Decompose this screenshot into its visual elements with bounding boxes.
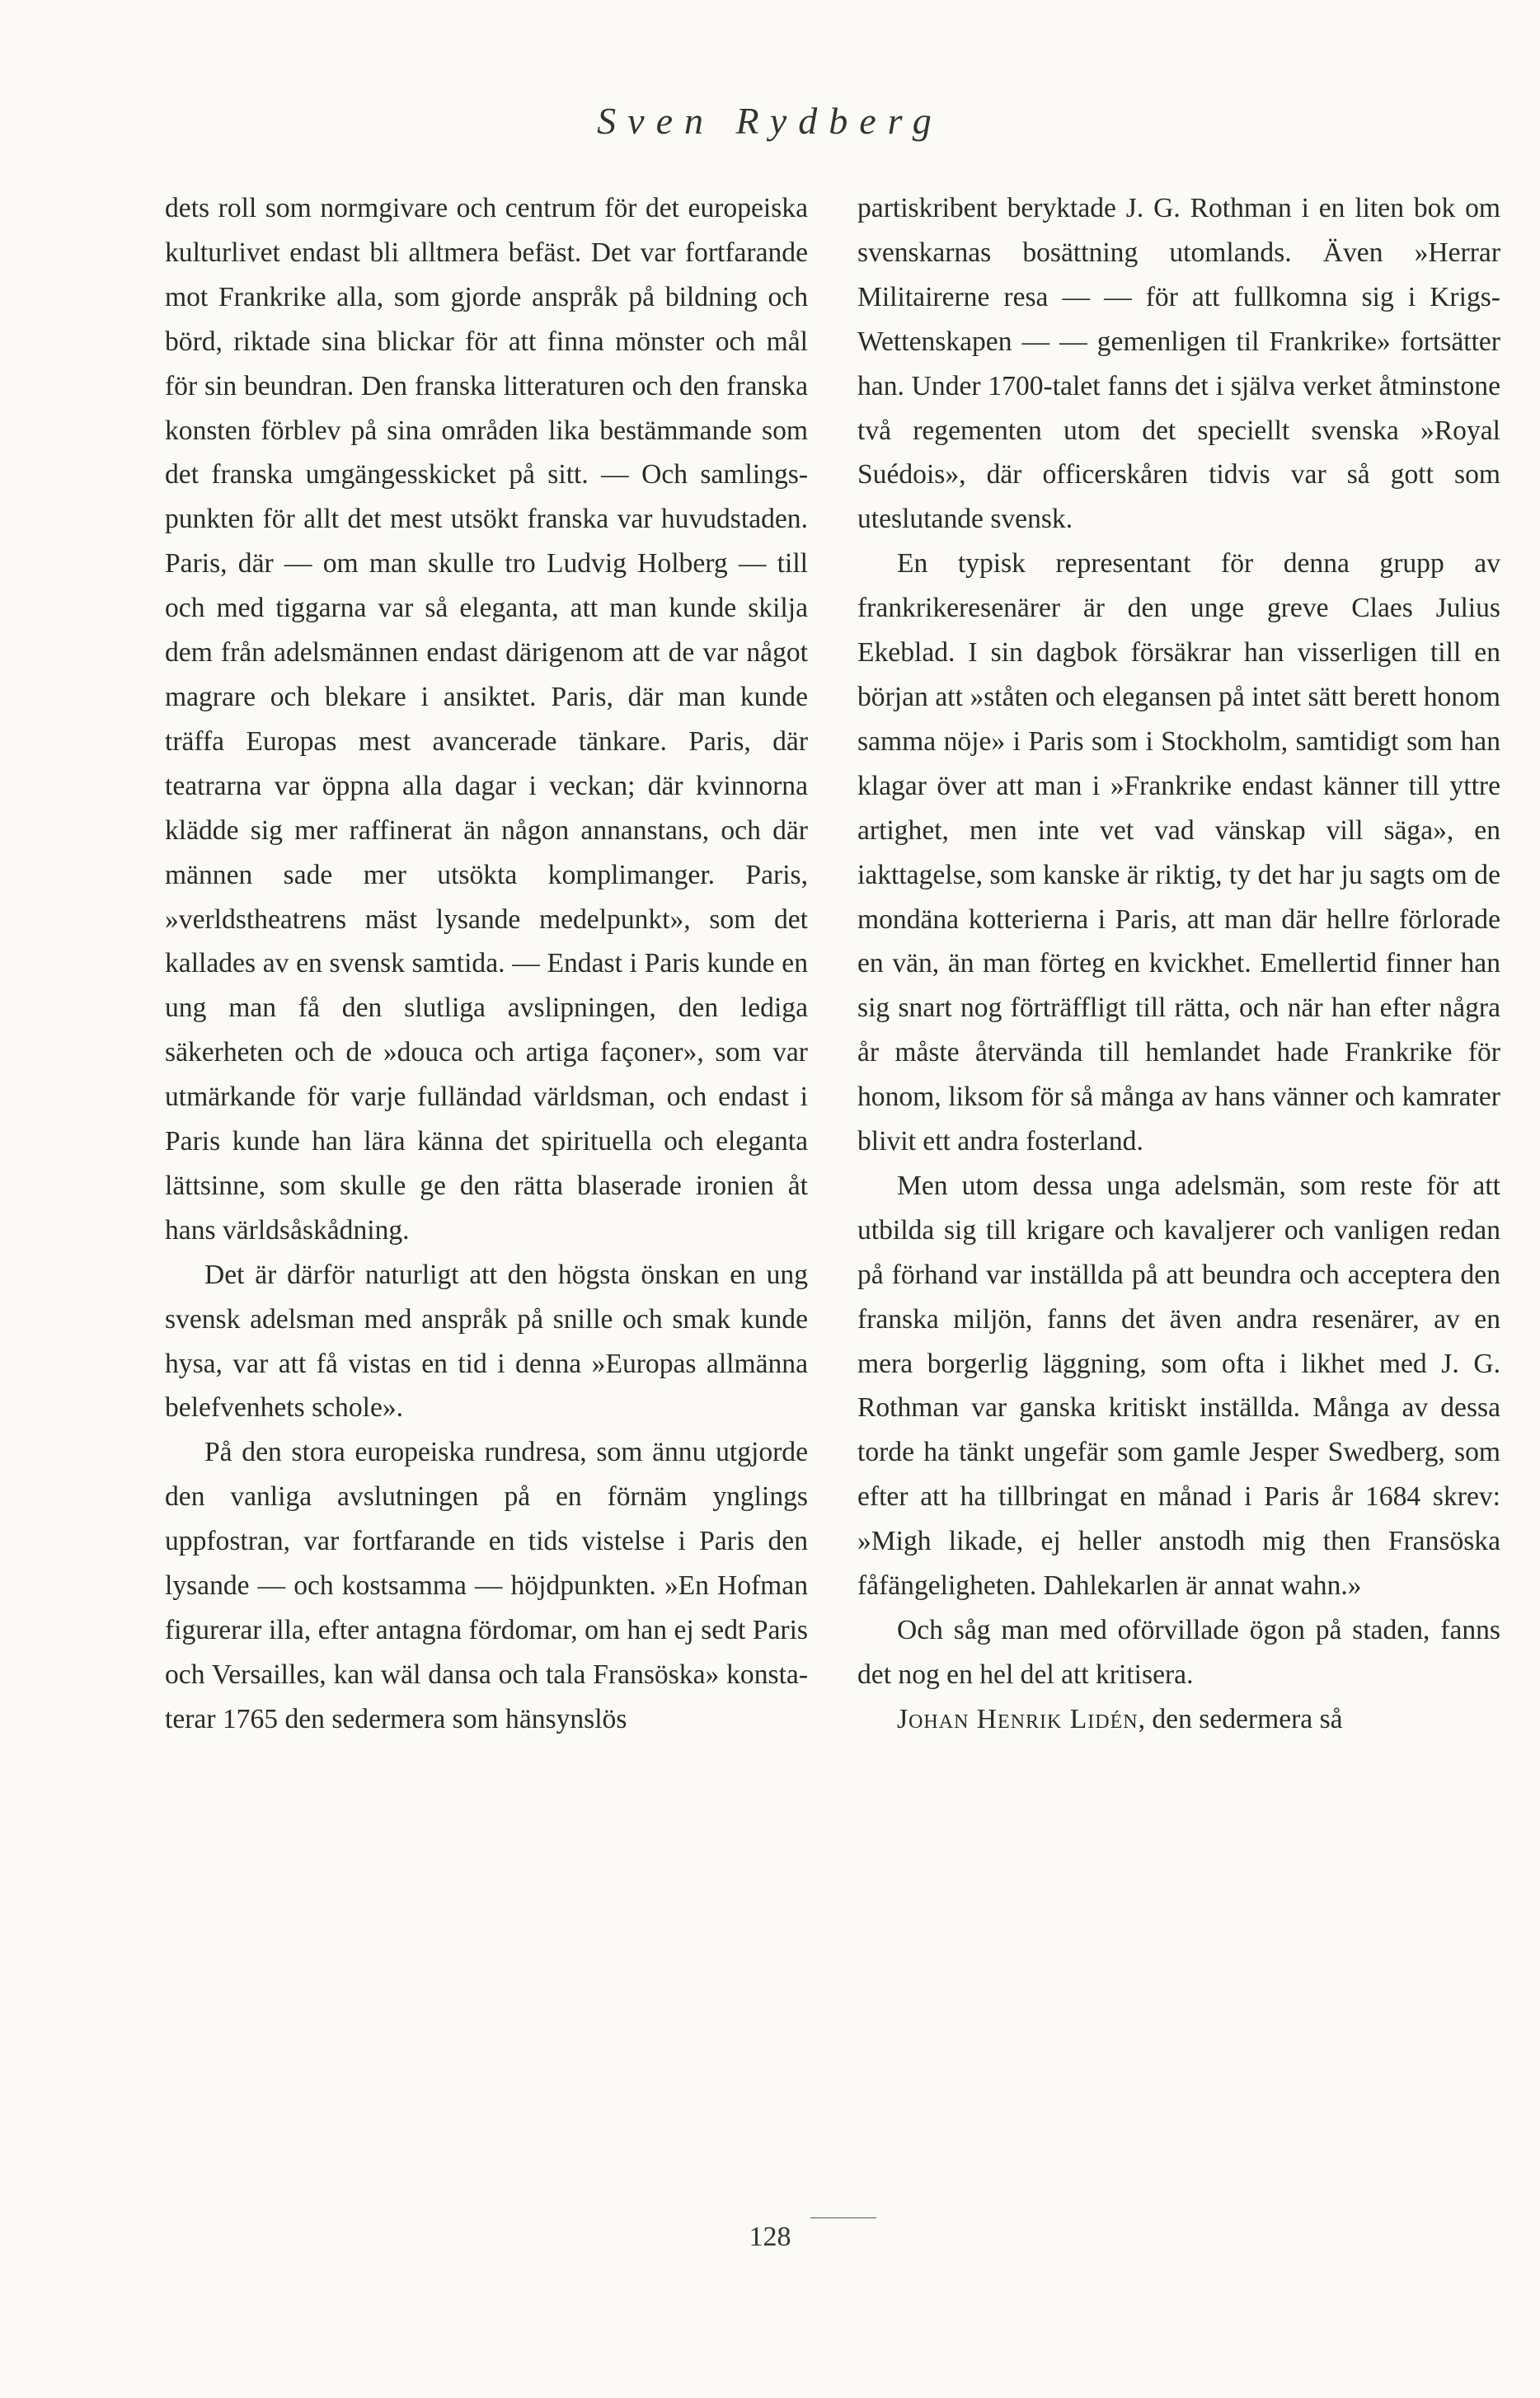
folio-rule	[810, 2217, 876, 2218]
paragraph: Men utom dessa unga adelsmän, som reste för att utbilda sig till krigare och kavaljerer och vanligen redan på förhand var inställda på att beundra och acceptera den franska miljön, fanns det även andra resenärer, av en mera borgerlig läggning, som ofta i likhet med J. G. Rothman var ganska kritiskt inställda. Många av dessa torde ha tänkt ungefär som gamle Jesper Swedberg, som efter att ha tillbringat en månad i Paris år 1684 skrev: »Migh likade, ej heller anstodh mig then Fransöska fåfängeligheten. Dahlekarlen är annat wahn.»	[857, 1170, 1500, 1602]
paragraph: Det är därför naturligt att den högsta önskan en ung svensk adelsman med anspråk på snille och smak kunde hysa, var att få vistas en tid i denna »Europas allmänna belefvenhets schole».	[165, 1259, 808, 1424]
paragraph: Och såg man med oförvillade ögon på staden, fanns det nog en hel del att kritisera.	[857, 1615, 1500, 1690]
person-name: Johan Henrik Lidén	[897, 1703, 1139, 1734]
paragraph	[857, 1697, 1500, 1742]
right-column	[857, 186, 1500, 1742]
page-number: 128	[749, 2222, 791, 2252]
paragraph: På den stora europeiska rundresa, som ännu utgjorde den vanliga avslutningen på en förnäm ynglings uppfostran, var fortfarande en tids vistelse i Paris den lysande — och kostsamma — höjdpunkten. »En Hofman figurerar illa, efter antagna fördomar, om han ej sedt Paris och Versailles, kan wäl dansa och tala Fransöska» konstaterar 1765 den sedermera som hänsynslös	[165, 1437, 808, 1734]
paragraph-text: , den sedermera så	[1138, 1703, 1343, 1734]
running-title: Sven Rydberg	[597, 100, 943, 142]
left-column	[165, 186, 808, 1742]
paragraph: dets roll som normgivare och centrum för det europeiska kulturlivet endast bli alltmera befäst. Det var fortfarande mot Frankrike alla, som gjorde anspråk på bildning och börd, riktade sina blickar för att finna mönster och mål för sin beundran. Den franska litteraturen och den franska konsten förblev på sina områden lika bestämmande som det franska umgängesskicket på sitt. — Och samlingspunkten för allt det mest utsökt franska var huvudstaden. Paris, där — om man skulle tro Ludvig Holberg — till och med tiggarna var så eleganta, att man kunde skilja dem från adelsmännen endast därigenom att de var något magrare och blekare i ansiktet. Paris, där man kunde träffa Europas mest avancerade tänkare. Paris, där teatrarna var öppna alla dagar i veckan; där kvinnorna klädde sig mer raffinerat än någon annanstans, och där männen sade mer utsökta komplimanger. Paris, »verldstheatrens mäst lysande medelpunkt», som det kallades av en svensk samtida. — Endast i Paris kunde en ung man få den slutliga avslipningen, den lediga säkerheten och de »douca och artiga façoner», som var utmärkande för varje fulländad världsman, och endast i Paris kunde han lära känna det spirituella och eleganta lättsinne, som skulle ge den rätta blaserade ironien åt hans världsåskådning.	[165, 193, 808, 1246]
paragraph: En typisk representant för denna grupp av frankrikeresenärer är den unge greve Claes Julius Ekeblad. I sin dagbok försäkrar han visserligen till en början att »ståten och elegansen på intet sätt berett honom samma nöje» i Paris som i Stockholm, samtidigt som han klagar över att man i »Frankrike endast känner till yttre artighet, men inte vet vad vänskap vill säga», en iakttagelse, som kanske är riktig, ty det har ju sagts om de mondäna kotterierna i Paris, att man där hellre förlorade en vän, än man förteg en kvickhet. Emellertid finner han sig snart nog förträffligt till rätta, och när han efter några år måste återvända till hemlandet hade Frankrike för honom, liksom för så många av hans vänner och kamrater blivit ett andra fosterland.	[857, 548, 1500, 1157]
paragraph: partiskribent beryktade J. G. Rothman i en liten bok om svenskarnas bosättning utomlands. Även »Herrar Militairerne resa — — för att fullkomna sig i Krigs-Wettenskapen — — gemenligen til Frankrike» fortsätter han. Under 1700-talet fanns det i själva verket åtminstone två regementen utom det speciellt svenska »Royal Suédois», där officerskåren tidvis var så gott som uteslutande svensk.	[857, 193, 1500, 535]
